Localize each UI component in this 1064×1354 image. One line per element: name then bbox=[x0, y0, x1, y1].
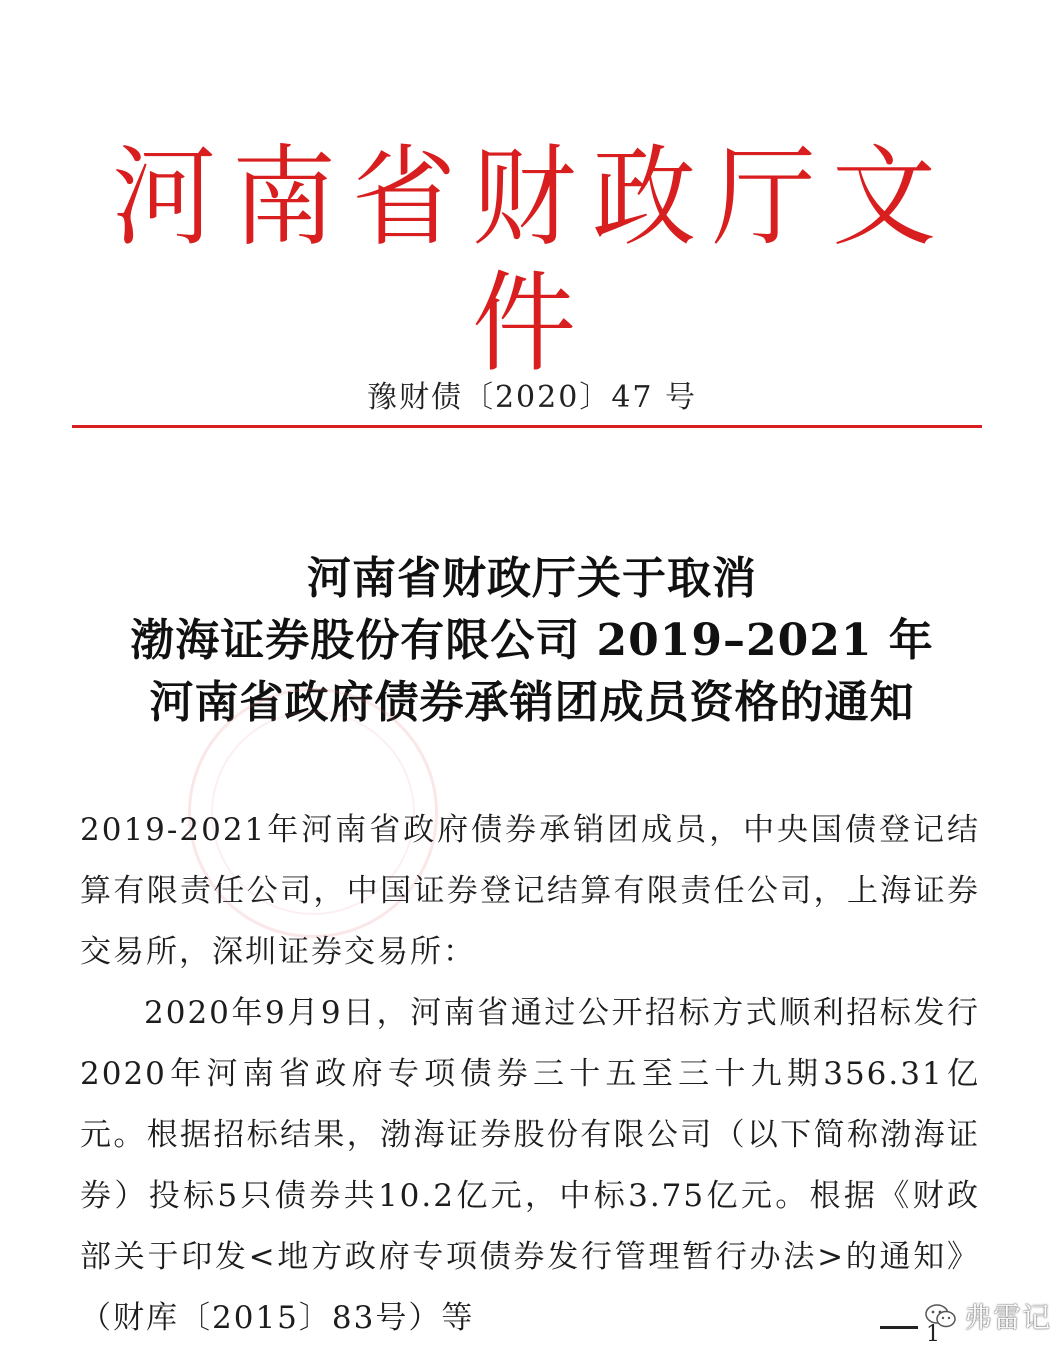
watermark-account-name: 弗雷记 bbox=[964, 1301, 1052, 1334]
page-number: 1 bbox=[926, 1322, 940, 1347]
body-paragraph-1: 2020年9月9日，河南省通过公开招标方式顺利招标发行2020年河南省政府专项债券三十五至三十九期356.31亿元。根据招标结果，渤海证券股份有限公司（以下简称渤海证券）投标5只债券共10.2亿元，中标3.75亿元。根据《财政部关于印发<地方政府专项债券发行管理暂行办法>的通知》（财库〔2015〕83号）等 bbox=[80, 995, 980, 1336]
page-dash bbox=[880, 1326, 918, 1329]
title-line-1: 河南省财政厅关于取消 bbox=[307, 553, 757, 604]
title-line-3: 河南省政府债券承销团成员资格的通知 bbox=[149, 677, 915, 728]
wechat-watermark bbox=[880, 1296, 1051, 1336]
red-divider-line bbox=[72, 425, 982, 428]
document-number: 豫财债〔2020〕47 号 bbox=[366, 380, 698, 415]
salutation-paragraph: 2019-2021年河南省政府债券承销团成员，中央国债登记结算有限责任公司，中国证券登记结算有限责任公司，上海证券交易所，深圳证券交易所： bbox=[80, 812, 980, 970]
title-line-2: 渤海证券股份有限公司 2019–2021 年 bbox=[130, 615, 934, 666]
masthead-title: 河南省财政厅文件 bbox=[111, 132, 952, 388]
notice-title bbox=[60, 548, 1004, 734]
document-body bbox=[80, 800, 980, 1349]
